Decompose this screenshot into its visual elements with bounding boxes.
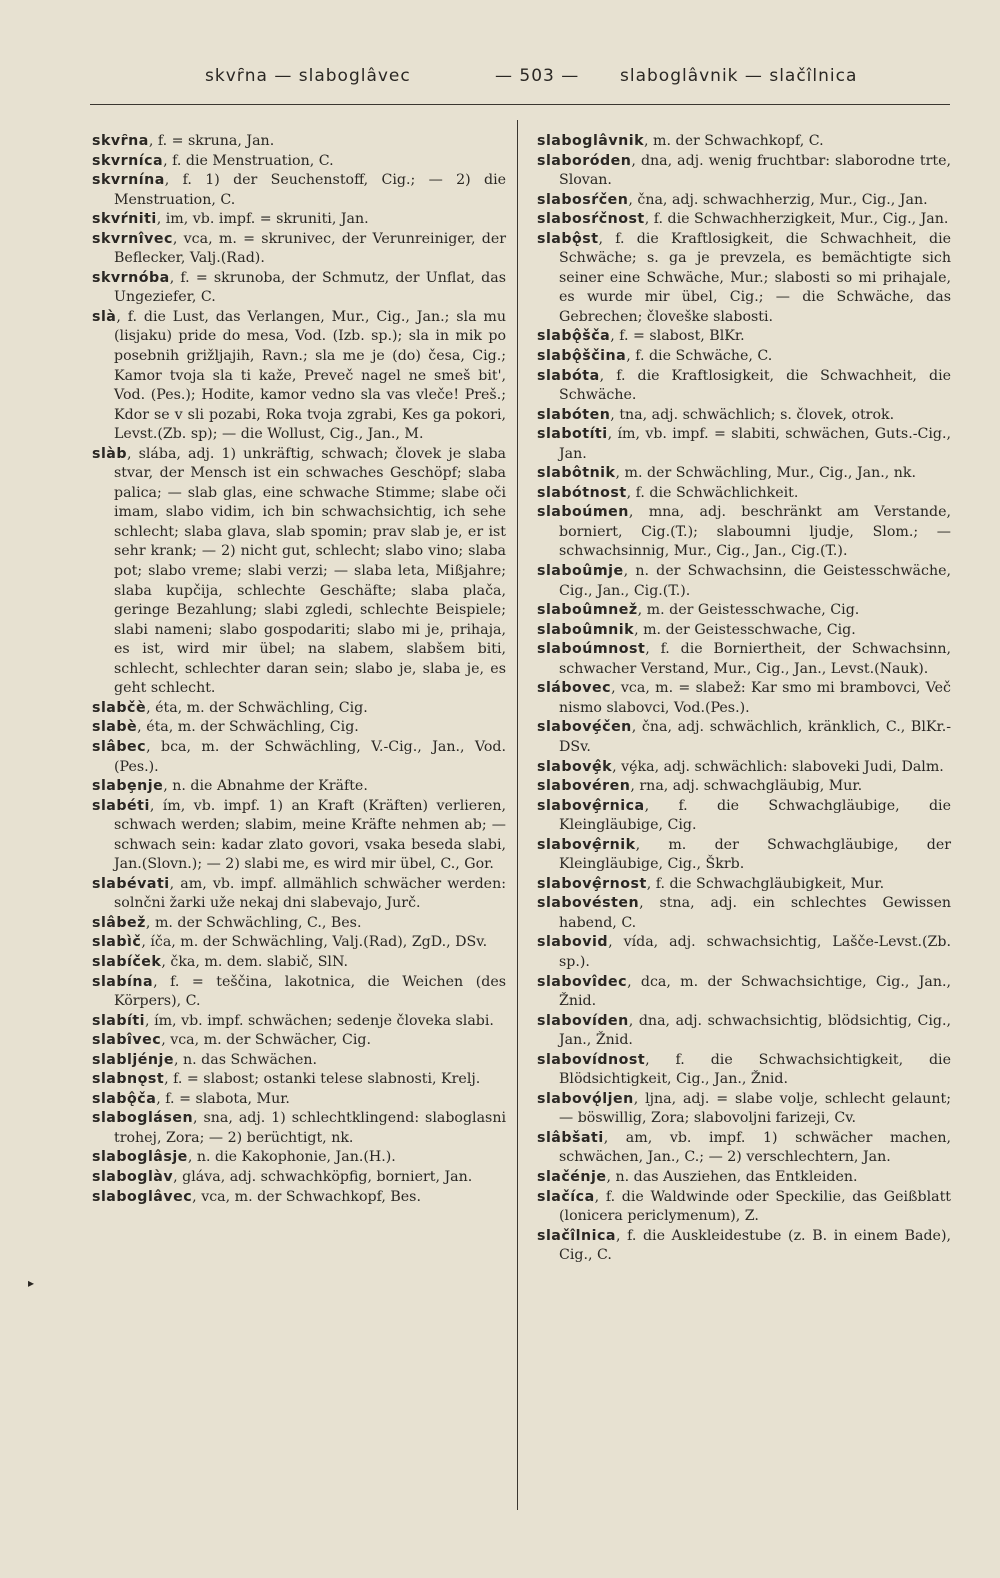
dictionary-entry	[537, 425, 951, 464]
dictionary-entry	[92, 1012, 506, 1032]
entry-definition: , m. der Schwächling, Mur., Cig., Jan., nk.	[615, 465, 917, 482]
dictionary-entry	[92, 875, 506, 914]
dictionary-entry	[92, 973, 506, 1012]
dictionary-entry	[537, 210, 951, 230]
entry-headword: slačîlnica	[537, 1227, 616, 1244]
entry-definition: , vȩ́ka, adj. schwächlich: slaboveki Judi, Dalm.	[612, 758, 944, 775]
column-divider	[517, 120, 518, 1510]
entry-definition: , mna, adj. beschränkt am Verstande, borniert, Cig.(T.); slaboumni ljudje, Slom.; — schwachsinnig, Mur., Cig., Jan., Cig.(T.).	[559, 504, 951, 560]
entry-headword: skvrnóba	[92, 269, 170, 286]
header-rule	[90, 104, 950, 105]
dictionary-entry	[537, 1168, 951, 1188]
entry-headword: slabíti	[92, 1012, 146, 1029]
dictionary-entry	[537, 777, 951, 797]
entry-definition: , am, vb. impf. 1) schwächer machen, schwächen, Jan., C.; — 2) verschlechtern, Jan.	[559, 1129, 951, 1166]
entry-definition: , vca, m. der Schwächer, Cig.	[161, 1032, 371, 1049]
entry-definition: , gláva, adj. schwachköpfig, borniert, Jan.	[173, 1168, 473, 1185]
entry-definition: , m. der Geistesschwache, Cig.	[637, 602, 860, 619]
dictionary-entry	[92, 797, 506, 875]
entry-definition: , f. = slabota, Mur.	[156, 1090, 290, 1107]
dictionary-entry	[92, 1168, 506, 1188]
margin-mark-icon: ▸	[28, 1276, 35, 1290]
entry-definition: , vca, m. = slabež: Kar smo mi brambovci, Več nismo slabovci, Vod.(Pes.).	[559, 680, 951, 716]
dictionary-entry	[537, 347, 951, 367]
dictionary-entry	[537, 1051, 951, 1090]
entry-headword: slabíček	[92, 953, 162, 970]
page-header	[90, 66, 960, 96]
entry-definition: , m. der Schwachgläubige, der Kleingläubige, Cig., Škrb.	[559, 836, 951, 873]
dictionary-entry	[537, 797, 951, 836]
entry-headword: slabóten	[537, 406, 611, 423]
dictionary-entry	[92, 308, 506, 445]
dictionary-entry	[92, 953, 506, 973]
dictionary-entry	[537, 1188, 951, 1227]
dictionary-entry	[537, 1090, 951, 1129]
dictionary-entry	[537, 640, 951, 679]
dictionary-entry	[537, 1012, 951, 1051]
entry-headword: skvrnîvec	[92, 230, 173, 247]
dictionary-entry	[537, 1129, 951, 1168]
entry-headword: slaboglásen	[92, 1110, 194, 1127]
entry-definition: , sna, adj. 1) schlechtklingend: slaboglasni trohej, Zora; — 2) berüchtigt, nk.	[114, 1110, 506, 1146]
entry-headword: slabosŕčnost	[537, 211, 645, 228]
right-column	[537, 132, 951, 1266]
entry-headword: slabìč	[92, 934, 142, 951]
entry-headword: slaboróden	[537, 152, 632, 169]
entry-definition: , dca, m. der Schwachsichtige, Cig., Jan., Žnid.	[559, 973, 951, 1010]
entry-headword: slabovéren	[537, 778, 631, 795]
dictionary-entry	[537, 894, 951, 933]
dictionary-entry	[537, 191, 951, 211]
entry-headword: slâbšati	[537, 1129, 604, 1146]
dictionary-entry	[92, 1109, 506, 1148]
entry-headword: slabosŕčen	[537, 191, 629, 208]
dictionary-entry	[92, 777, 506, 797]
dictionary-entry	[537, 621, 951, 641]
entry-definition: , f. die Kraftlosigkeit, die Schwachheit, die Schwäche.	[559, 367, 951, 404]
entry-headword: slaboglâvnik	[537, 133, 645, 149]
entry-headword: slabîvec	[92, 1032, 162, 1049]
dictionary-entry	[537, 152, 951, 191]
dictionary-entry	[92, 1070, 506, 1090]
entry-headword: slabčè	[92, 699, 147, 716]
dictionary-entry	[537, 562, 951, 601]
entry-headword: slabovȩ́čen	[537, 719, 632, 736]
entry-headword: slábovec	[537, 680, 612, 697]
entry-definition: , f. 1) der Seuchenstoff, Cig.; — 2) die Menstruation, C.	[114, 172, 506, 208]
dictionary-entry	[537, 601, 951, 621]
entry-headword: slabótnost	[537, 484, 627, 501]
entry-headword: slabéti	[92, 797, 150, 814]
dictionary-entry	[537, 679, 951, 718]
entry-headword: slabnǫst	[92, 1071, 165, 1088]
dictionary-entry	[537, 933, 951, 972]
entry-definition: , am, vb. impf. allmählich schwächer werden: solnčni žarki uže nekaj dni slabevajo, Jurč.	[114, 875, 506, 912]
entry-headword: slabovȩ̂rnica	[537, 797, 645, 814]
dictionary-entry	[537, 503, 951, 562]
entry-definition: , f. die Schwachherzigkeit, Mur., Cig., Jan.	[644, 211, 949, 228]
entry-definition: , vca, m. der Schwachkopf, Bes.	[192, 1188, 421, 1205]
entry-headword: slaboúmnost	[537, 641, 646, 658]
dictionary-entry	[92, 718, 506, 738]
entry-definition: , m. der Geistesschwache, Cig.	[634, 621, 856, 638]
entry-headword: slaboglâsje	[92, 1149, 188, 1166]
entry-headword: slâbec	[92, 738, 147, 755]
entry-headword: slaboûmnež	[537, 602, 638, 619]
dictionary-entry	[92, 230, 506, 269]
dictionary-entry	[92, 1188, 506, 1208]
entry-definition: , ljna, adj. = slabe volje, schlecht gelaunt; — böswillig, Zora; slabovoljni farizeji, Cv.	[559, 1090, 951, 1127]
dictionary-entry	[537, 718, 951, 757]
entry-definition: , dna, adj. wenig fruchtbar: slaborodne trte, Slovan.	[559, 152, 951, 189]
entry-definition: , f. die Schwächlichkeit.	[626, 484, 799, 501]
dictionary-entry	[92, 210, 506, 230]
entry-definition: , f. = skrunoba, der Schmutz, der Unflat, das Ungeziefer, C.	[114, 269, 506, 306]
dictionary-entry	[537, 836, 951, 875]
entry-headword: slabovȩ̂rnik	[537, 836, 636, 853]
dictionary-entry	[92, 914, 506, 934]
entry-definition: , f. die Waldwinde oder Speckilie, das Geißblatt (lonicera periclymenum), Z.	[559, 1188, 951, 1225]
entry-headword: skvŕniti	[92, 211, 157, 228]
entry-definition: , f. die Schwäche, C.	[626, 348, 773, 365]
entry-headword: slabotíti	[537, 426, 608, 443]
dictionary-entry	[92, 132, 506, 152]
entry-definition: , stna, adj. ein schlechtes Gewissen habend, C.	[559, 895, 951, 931]
entry-definition: , tna, adj. schwächlich; s. človek, otrok.	[610, 406, 895, 423]
entry-definition: , n. das Ausziehen, das Entkleiden.	[606, 1168, 858, 1185]
entry-headword: slabǫ̂ščina	[537, 348, 627, 365]
dictionary-entry	[537, 973, 951, 1012]
dictionary-entry	[92, 738, 506, 777]
entry-headword: slabovíden	[537, 1012, 629, 1029]
entry-headword: slabè	[92, 719, 138, 736]
entry-definition: , slába, adj. 1) unkräftig, schwach; človek je slaba stvar, der Mensch ist ein schwaches Geschöpf; slaba palica; — slab glas, eine schwache Stimme; slabe oči imam, slabo vidim, ich bin schwachsichtig, ich sehe schlecht; slaba glava, slab spomin; prav slab je, er ist sehr krank; — 2) nicht gut, schlecht; slabo vino; slaba pot; slabo vreme; slabi verzi; — slaba leta, Mißjahre; slaba kupčija, schlechte Geschäfte; slaba plača, geringe Bezahlung; slabi zgledi, schlechte Beispiele; slabi nameni; slabo gospodariti; slabo mi je, prihaja, es ist, wird mir übel; na slabem, slabšem biti, schlecht, schlechter daran sein; slabo je, slaba je, es geht schlecht.	[114, 445, 506, 697]
dictionary-entry	[537, 484, 951, 504]
dictionary-entry	[537, 464, 951, 484]
entry-headword: slaboûmnik	[537, 621, 635, 638]
entry-headword: slà	[92, 308, 117, 325]
dictionary-entry	[92, 1051, 506, 1071]
entry-definition: , éta, m. der Schwächling, Cig.	[137, 719, 359, 736]
dictionary-entry	[537, 758, 951, 778]
entry-definition: , f. die Menstruation, C.	[163, 152, 334, 169]
entry-definition: , m. der Schwächling, C., Bes.	[145, 914, 362, 931]
entry-definition: , f. die Schwachsichtigkeit, die Blödsichtigkeit, Cig., Jan., Žnid.	[559, 1051, 951, 1088]
entry-headword: slabovid	[537, 934, 609, 951]
entry-definition: , f. die Lust, das Verlangen, Mur., Cig., Jan.; sla mu (lisjaku) pride do mesa, Vod. (Izb. sp.); sla in mik po posebnih grižljajih, Ravn.; sla me je (do) česa, Cig.; Kamor tvoja sla ti kaže, Preveč nagel ne smeš bit', Vod. (Pes.); Hodite, kamor vedno sla vas vleče! Preš.; Kdor se v sli pozabi, Roka tvoja zgrabi, Kes ga pokori, Levst.(Zb. sp); — die Wollust, Cig., Jan., M.	[114, 308, 506, 443]
entry-definition: , čna, adj. schwachherzig, Mur., Cig., Jan.	[628, 191, 928, 208]
entry-definition: , f. die Schwachgläubigkeit, Mur.	[646, 875, 885, 892]
entry-headword: slabȩnje	[92, 778, 164, 795]
entry-definition: , m. der Schwachkopf, C.	[644, 133, 824, 149]
dictionary-entry	[537, 327, 951, 347]
entry-definition: , ím, vb. impf. schwächen; sedenje človeka slabi.	[145, 1012, 494, 1029]
dictionary-entry	[92, 152, 506, 172]
dictionary-entry	[92, 699, 506, 719]
entry-headword: slabovídnost	[537, 1051, 646, 1068]
dictionary-entry	[537, 230, 951, 328]
entry-definition: , ím, vb. impf. = slabiti, schwächen, Guts.-Cig., Jan.	[559, 426, 951, 462]
entry-headword: skvrníca	[92, 152, 164, 169]
entry-headword: slabovésten	[537, 895, 640, 912]
entry-definition: , im, vb. impf. = skruniti, Jan.	[156, 211, 369, 228]
entry-headword: slabǫ̂šča	[537, 328, 611, 345]
entry-definition: , f. = teščina, lakotnica, die Weichen (des Körpers), C.	[114, 973, 506, 1010]
header-right-guide: slaboglâvnik — slačîlnica	[620, 66, 858, 86]
entry-headword: slačénje	[537, 1168, 607, 1185]
left-column	[92, 132, 506, 1207]
entry-headword: slabovîdec	[537, 973, 628, 990]
entry-definition: , n. die Kakophonie, Jan.(H.).	[187, 1149, 396, 1166]
entry-headword: slačíca	[537, 1188, 595, 1205]
entry-definition: , f. die Schwachgläubige, die Kleingläubige, Cig.	[559, 797, 951, 834]
entry-headword: slabovȩ̂k	[537, 758, 613, 775]
entry-definition: , vída, adj. schwachsichtig, Lašče-Levst.(Zb. sp.).	[559, 934, 951, 970]
dictionary-entry	[92, 933, 506, 953]
entry-definition: , f. = slabost, BlKr.	[610, 328, 745, 345]
entry-headword: slabovǫ́ljen	[537, 1090, 634, 1107]
entry-headword: slaboúmen	[537, 504, 629, 521]
entry-definition: , n. der Schwachsinn, die Geistesschwäche, Cig., Jan., Cig.(T.).	[559, 563, 951, 599]
entry-headword: slabóta	[537, 367, 600, 384]
entry-definition: , éta, m. der Schwächling, Cig.	[146, 699, 368, 716]
entry-headword: slabǫ̂ča	[92, 1090, 157, 1107]
entry-headword: skvrnína	[92, 172, 165, 189]
entry-headword: slàb	[92, 445, 128, 462]
entry-headword: slaboglàv	[92, 1168, 174, 1185]
entry-headword: slabǫ̂st	[537, 230, 599, 247]
entry-headword: slabôtnik	[537, 465, 616, 482]
dictionary-entry	[537, 406, 951, 426]
entry-headword: slabovȩ̂rnost	[537, 875, 647, 892]
page-number: — 503 —	[495, 66, 580, 86]
entry-definition: , f. die Kraftlosigkeit, die Schwachheit, die Schwäche; s. ga je prevzela, es bemächtigte sich seiner eine Schwäche, Mur.; slabosti so mi prihajale, es wurde mir übel, Cig.; — die Schwäche, das Gebrechen; človeške slabosti.	[559, 230, 951, 325]
header-left-guide: skvȓna — slaboglâvec	[205, 66, 411, 86]
entry-definition: , čka, m. dem. slabič, SlN.	[161, 953, 348, 970]
dictionary-entry	[92, 171, 506, 210]
dictionary-entry	[537, 132, 951, 152]
entry-headword: slaboûmje	[537, 563, 624, 580]
entry-definition: , f. = skruna, Jan.	[148, 133, 275, 149]
entry-definition: , rna, adj. schwachgläubig, Mur.	[630, 778, 863, 795]
entry-definition: , ím, vb. impf. 1) an Kraft (Kräften) verlieren, schwach werden; slabim, meine Kräfte nehmen ab; — schwach sein: kadar zlato govori, vsaka beseda slabi, Jan.(Slovn.); — 2) slabi me, es wird mir übel, C., Gor.	[114, 797, 506, 873]
entry-headword: skvȓna	[92, 133, 149, 149]
entry-definition: , dna, adj. schwachsichtig, blödsichtig, Cig., Jan., Žnid.	[559, 1012, 951, 1049]
entry-headword: slabévati	[92, 875, 170, 892]
entry-headword: slabljénje	[92, 1051, 174, 1068]
entry-definition: , bca, m. der Schwächling, V.-Cig., Jan., Vod.(Pes.).	[114, 738, 506, 775]
entry-definition: , čna, adj. schwächlich, kränklich, C., BlKr.-DSv.	[559, 719, 951, 755]
entry-definition: , n. das Schwächen.	[173, 1051, 318, 1068]
dictionary-entry	[537, 1227, 951, 1266]
dictionary-entry	[537, 875, 951, 895]
entry-definition: , n. die Abnahme der Kräfte.	[163, 778, 368, 795]
entry-definition: , vca, m. = skrunivec, der Verunreiniger, der Beflecker, Valj.(Rad).	[114, 230, 506, 267]
dictionary-entry	[92, 1090, 506, 1110]
dictionary-entry	[92, 269, 506, 308]
dictionary-entry	[92, 1148, 506, 1168]
dictionary-entry	[92, 1031, 506, 1051]
entry-definition: , f. die Borniertheit, der Schwachsinn, schwacher Verstand, Mur., Cig., Jan., Levst.(Nauk).	[559, 641, 951, 677]
dictionary-entry	[537, 367, 951, 406]
dictionary-entry	[92, 445, 506, 699]
entry-definition: , f. = slabost; ostanki telese slabnosti, Krelj.	[164, 1071, 481, 1088]
entry-headword: slaboglâvec	[92, 1188, 193, 1205]
entry-definition: , f. die Auskleidestube (z. B. in einem Bade), Cig., C.	[559, 1227, 951, 1264]
entry-definition: , íča, m. der Schwächling, Valj.(Rad), ZgD., DSv.	[141, 934, 488, 951]
entry-headword: slabína	[92, 973, 154, 990]
entry-headword: slâbež	[92, 914, 146, 931]
